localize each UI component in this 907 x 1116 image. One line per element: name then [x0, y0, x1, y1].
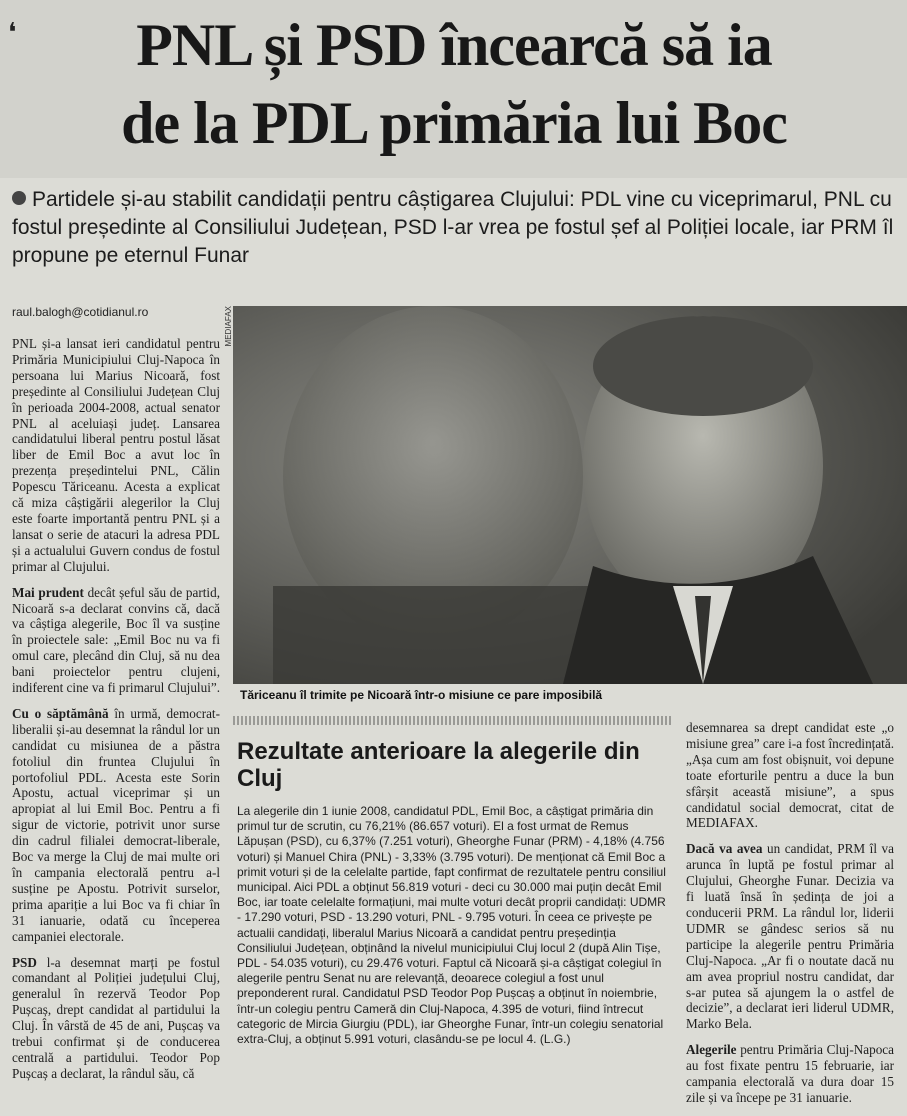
paragraph-text: desemnarea sa drept candidat este „o misiune grea” care i-a fost încredințată. „Așa cum am fost obișnuit, voi depune toate eforturile pentru a duce la bun sfârșit această misiune”, a spus candidatul social democrat, citat de MEDIAFAX.	[686, 720, 894, 831]
photo-credit: MEDIAFAX	[224, 306, 233, 347]
paragraph-text: pentru Primăria Cluj-Napoca au fost fixate pentru 15 februarie, iar campania electorală va dura doar 15 zile și va începe pe 31 ianuarie.	[686, 1042, 894, 1105]
headline-band	[0, 0, 907, 178]
sidebar-box	[233, 716, 673, 1099]
deck-text: Partidele și-au stabilit candidații pentru câștigarea Clujului: PDL vine cu viceprimarul, PNL cu fostul președinte al Consiliului Județean, PSD l-ar vrea pe fostul șef al Poliției locale, iar PRM îl propune pe eternul Funar	[12, 188, 894, 267]
photo-image	[233, 306, 907, 684]
paragraph	[686, 720, 894, 831]
headline	[14, 6, 894, 162]
box-divider	[233, 716, 673, 725]
paragraph-text: l-a desemnat marți pe fostul comandant al Poliției județului Cluj, generalul în rezervă Teodor Pop Pușcaș, drept candidat al partidului la Cluj. În vârstă de 45 de ani, Pușcaș va trebui confirmat și de conducerea centrală a partidului. Teodor Pop Pușcaș a declarat, la rândul său, că	[12, 954, 220, 1081]
paragraph-text: PNL și-a lansat ieri candidatul pentru Primăria Municipiului Cluj-Napoca în persoana lui Marius Nicoară, fost președinte al Consiliului Județean Cluj în perioada 2004-2008, actual senator PNL al aceluiași județ. Lansarea candidatului liberal pentru postul lăsat liber de Emil Boc a avut loc în prezența președintelui PNL, Călin Popescu Tăriceanu. Acesta a explicat că miza câștigării alegerilor la Cluj este foarte importantă pentru PNL și a lansat o serie de atacuri la adresa PDL și a actualului Guvern condus de fostul primar al Clujului.	[12, 336, 220, 574]
paragraph	[12, 706, 220, 945]
quill-icon: ❛	[8, 18, 17, 47]
photo-caption: Tăriceanu îl trimite pe Nicoară într-o misiune ce pare imposibilă	[240, 688, 603, 702]
paragraph-lead: Alegerile	[686, 1042, 737, 1058]
paragraph-text: decât șeful său de partid, Nicoară s-a declarat convins că, dacă va câștiga alegerile, Boc îl va susține în proiectele sale: „Emil Boc nu va fi omul care, plecând din Cluj, să nu dea bani proiectelor pentru clujeni, indiferent cine va fi primarul Clujului”.	[12, 584, 221, 696]
paragraph-lead: Mai prudent	[12, 584, 84, 600]
paragraph	[686, 841, 894, 1032]
bullet-icon	[12, 191, 26, 205]
paragraph-lead: Dacă va avea	[686, 841, 763, 857]
news-photo	[233, 306, 907, 684]
paragraph	[686, 1042, 894, 1106]
paragraph-lead: Cu o săptămână	[12, 705, 109, 721]
box-title: Rezultate anterioare la alegerile din Cluj	[237, 738, 640, 792]
paragraph	[12, 336, 220, 575]
paragraph	[12, 585, 220, 696]
headline-line-1: PNL și PSD încearcă să ia	[136, 12, 772, 78]
left-column	[12, 336, 220, 1092]
paragraph-lead: PSD	[12, 954, 37, 970]
headline-line-2: de la PDL primăria lui Boc	[121, 90, 787, 156]
paragraph-text: în urmă, democrat-liberalii și-au desemnat la rândul lor un candidat cu misiunea de a păstra fotoliul din fruntea Clujului în portofoliul PDL. Acesta este Sorin Apostu, actual viceprimar și un apropiat al lui Emil Boc. Pentru a fi sigur de victorie, potrivit unor surse din cadrul filialei democrat-liberale, Boc va merge la Cluj de mai multe ori în campania electorală pentru a-l susține pe Apostu. Potrivit surselor, prima apariție a lui Boc va fi chiar în 31 ianuarie, odată cu începerea campaniei electorale.	[12, 705, 220, 944]
box-body: La alegerile din 1 iunie 2008, candidatul PDL, Emil Boc, a câștigat primăria din primul tur de scrutin, cu 76,21% (86.657 voturi). El a fost urmat de Remus Lăpușan (PSD), cu 6,37% (7.251 voturi), Gheorghe Funar (PRM) - 4,18% (4.756 voturi) și Manuel Chira (PNL) - 3,33% (3.795 voturi). De menționat că Emil Boc a primit voturi și de la celelalte partide, fapt confirmat de rezultatele pentru consiliul municipal. Aici PDL a obținut 56.819 voturi - deci cu 30.000 mai puțin decât Emil Boc, iar toate celelalte formațiuni, mai multe voturi decât proprii candidați: UDMR - 17.290 voturi, PSD - 13.290 voturi, PNL - 9.795 voturi. În ceea ce privește pe actualii candidați, liberalul Marius Nicoară a candidat pentru președinția Consiliului Județean, obținând la nivelul municipiului Cluj locul 2 (după Alin Tișe, PDL - 54.035 voturi), cu 29.476 voturi. Faptul că Nicoară și-a câștigat colegiul în alegerile pentru Senat nu are relevanță, deoarece colegiul a fost unul preponderent rural. Candidatul PSD Teodor Pop Pușcaș a obținut în noiembrie, într-un colegiu pentru Cameră din Cluj-Napoca, 4.395 de voturi, fiind întrecut categoric de Mircia Giurgiu (PDL), iar Gheorghe Funar, într-un colegiu senatorial extra-Cluj, a obținut 5.991 voturi, clasându-se pe locul 4. (L.G.)	[237, 804, 666, 1047]
paragraph	[12, 955, 220, 1082]
paragraph-text: un candidat, PRM îl va arunca în luptă pe fostul primar al Clujului, Gheorghe Funar. Decizia va fi luată însă în ședința de joi a conducerii PRM. La rândul lor, liderii UDMR se gândesc serios să nu participe la alegerile pentru Primăria Cluj-Napoca. „Ar fi o noutate dacă nu am avea propriul nostru candidat, dar s-ar putea să ajungem la o astfel de decizie”, a declarat ieri liderul UDMR, Marko Bela.	[686, 841, 894, 1032]
deck-subtitle	[12, 186, 902, 270]
byline: raul.balogh@cotidianul.ro	[12, 305, 149, 319]
right-column	[686, 720, 894, 1116]
